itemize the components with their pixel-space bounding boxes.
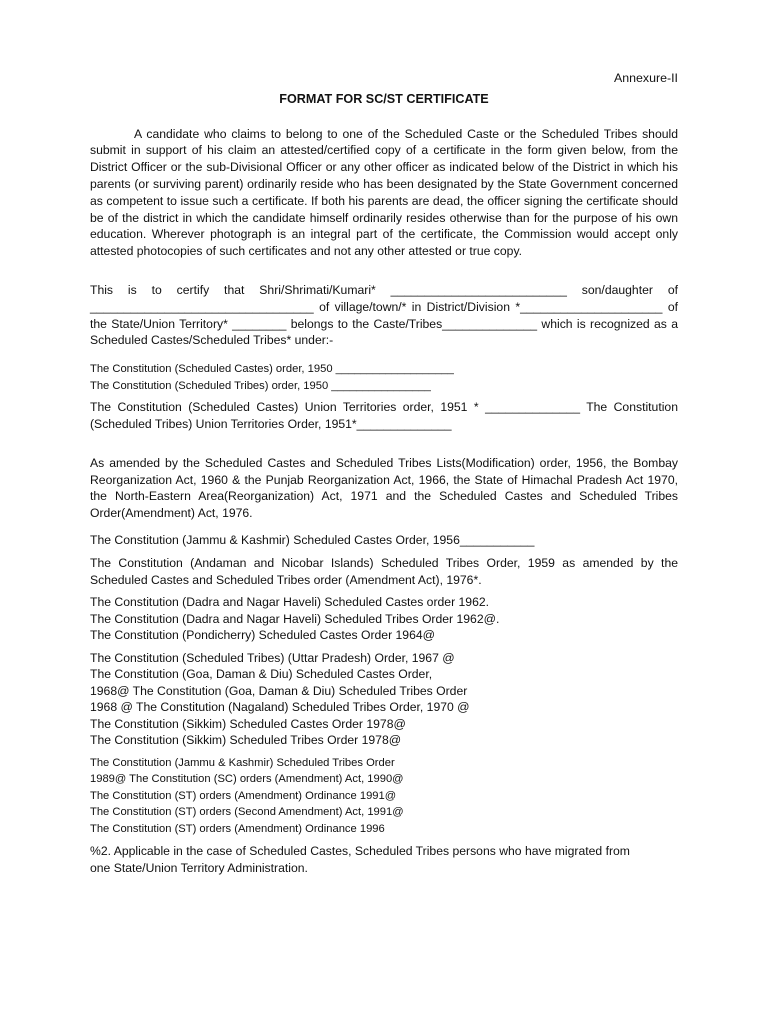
order-line: The Constitution (ST) orders (Amendment) Ordinance 1991@ [90, 789, 397, 802]
order-sc-1950: The Constitution (Scheduled Castes) order, 1950 ___________________ [90, 363, 454, 376]
order-line: The Constitution (Jammu & Kashmir) Scheduled Tribes Order [90, 756, 395, 769]
orders-dadra-block [90, 594, 678, 644]
amended-paragraph: As amended by the Scheduled Castes and Scheduled Tribes Lists(Modification) order, 1956, the Bombay Reorganization Act, 1960 & the Punjab Reorganization Act, 1966, the State of Himachal Pradesh Act 1970, the North-Eastern Area(Reorganization) Act, 1971 and the Scheduled Castes and Scheduled Tribes Order(Amendment) Act, 1976. [90, 455, 678, 521]
orders-1950-list [90, 361, 678, 395]
order-jk-1956: The Constitution (Jammu & Kashmir) Scheduled Castes Order, 1956___________ [90, 532, 535, 547]
order-line: 1968@ The Constitution (Goa, Daman & Diu) Scheduled Tribes Order [90, 683, 468, 698]
order-line: The Constitution (ST) orders (Second Amendment) Act, 1991@ [90, 806, 404, 819]
footnote-line: %2. Applicable in the case of Scheduled Castes, Scheduled Tribes persons who have migrated from [90, 844, 630, 859]
order-line: The Constitution (Dadra and Nagar Haveli) Scheduled Tribes Order 1962@. [90, 611, 500, 626]
order-line: 1968 @ The Constitution (Nagaland) Scheduled Tribes Order, 1970 @ [90, 700, 470, 715]
orders-1967-1978-block [90, 650, 678, 749]
order-st-1950: The Constitution (Scheduled Tribes) order, 1950 ________________ [90, 380, 431, 393]
order-line: 1989@ The Constitution (SC) orders (Amendment) Act, 1990@ [90, 773, 404, 786]
orders-ut-1951: The Constitution (Scheduled Castes) Union Territories order, 1951 * ______________ The Constitution (Scheduled Tribes) Union Territories Order, 1951*______________ [90, 400, 678, 431]
order-line: The Constitution (Scheduled Tribes) (Uttar Pradesh) Order, 1967 @ [90, 650, 455, 665]
order-line: The Constitution (Sikkim) Scheduled Tribes Order 1978@ [90, 733, 402, 748]
order-line: The Constitution (Goa, Daman & Diu) Scheduled Castes Order, [90, 667, 433, 682]
footnote-line: one State/Union Territory Administration. [90, 861, 308, 876]
document-page [90, 70, 678, 877]
order-andaman-1959: The Constitution (Andaman and Nicobar Islands) Scheduled Tribes Order, 1959 as amended by the Scheduled Castes and Scheduled Tribes order (Amendment Act), 1976*. [90, 555, 678, 587]
intro-paragraph: A candidate who claims to belong to one of the Scheduled Caste or the Scheduled Tribes should submit in support of his claim an attested/certified copy of a certificate in the form given below, from the District Officer or the sub-Divisional Officer or any other officer as indicated below of the District in which his parents (or surviving parent) ordinarily reside who has been designated by the State Government concerned as competent to issue such a certificate. If both his parents are dead, the officer signing the certificate should be of the district in which the candidate himself ordinarily resides otherwise than for the purpose of his own education. Wherever photograph is an integral part of the certificate, the Commission would accept only attested photocopies of such certificates and not any other attested or true copy. [90, 126, 678, 259]
orders-1989-1996-block [90, 755, 678, 838]
footnote [90, 843, 678, 877]
order-line: The Constitution (Sikkim) Scheduled Castes Order 1978@ [90, 716, 406, 731]
order-line: The Constitution (ST) orders (Amendment) Ordinance 1996 [90, 822, 385, 835]
annexure-label: Annexure-II [613, 71, 678, 85]
certification-paragraph: This is to certify that Shri/Shrimati/Kumari* __________________________ son/daughter of _________________________________ of village/town/* in District/Division *_____________________ of the State/Union Territory* ________ belongs to the Caste/Tribes______________ which is recognized as a Scheduled Castes/Scheduled Tribes* under:- [90, 282, 678, 348]
document-title: FORMAT FOR SC/ST CERTIFICATE [279, 91, 489, 106]
order-line: The Constitution (Pondicherry) Scheduled Castes Order 1964@ [90, 628, 435, 643]
order-line: The Constitution (Dadra and Nagar Haveli) Scheduled Castes order 1962. [90, 595, 490, 610]
